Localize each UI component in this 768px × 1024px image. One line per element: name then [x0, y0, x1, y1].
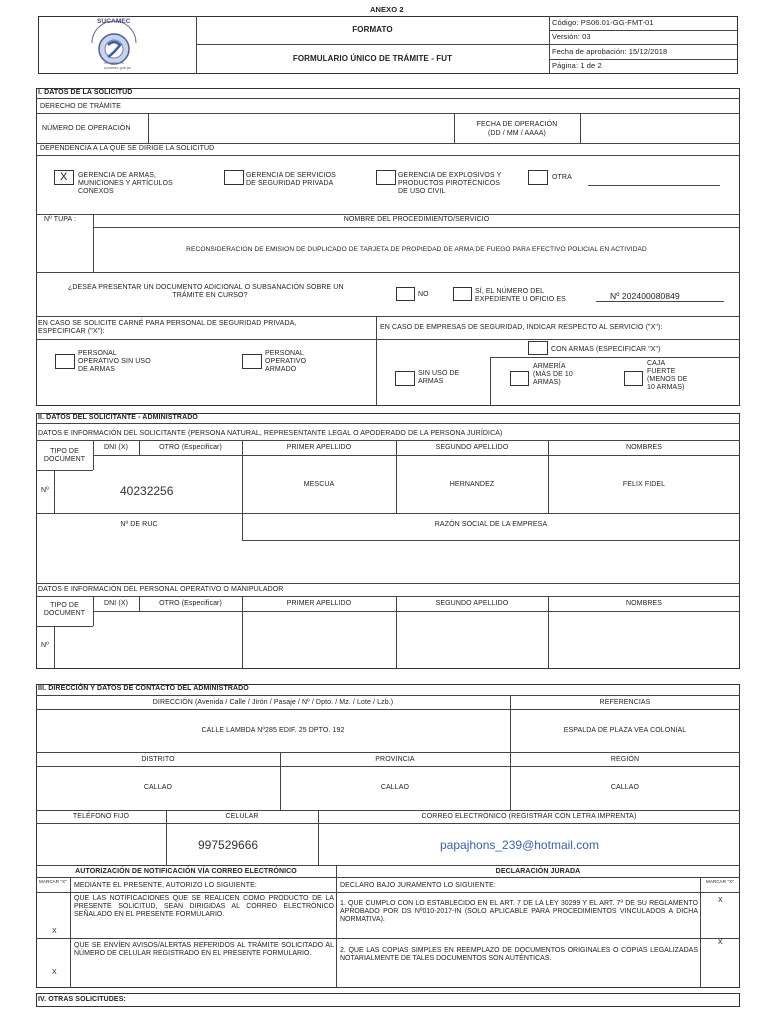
expediente-value[interactable]: Nº 202400080849	[610, 291, 680, 301]
numero-operacion-label: NÚMERO DE OPERACIÓN	[42, 125, 131, 132]
tupa-label: Nº TUPA :	[44, 216, 76, 223]
si-label-2: EXPEDIENTE U OFICIO ES	[475, 296, 566, 303]
direccion-value[interactable]: CALLE LAMBDA Nº285 EDIF. 25 DPTO. 192	[201, 727, 345, 734]
celular-label: CELULAR	[225, 813, 259, 820]
logo-subtext: sucamec.gob.pe	[104, 66, 132, 70]
personal-sin-armas-label: PERSONAL	[78, 350, 117, 357]
primer-apellido-label: PRIMER APELLIDO	[286, 444, 352, 451]
section-3-title: III. DIRECCIÓN Y DATOS DE CONTACTO DEL ADMINISTRADO	[38, 685, 249, 692]
pagina: Página: 1 de 2	[552, 61, 602, 70]
dep-exp-label: GERENCIA DE EXPLOSIVOS Y	[398, 172, 502, 179]
section-4	[36, 993, 740, 1007]
auth-item-1: QUE LAS NOTIFICACIONES QUE SE REALICEN COMO PRODUCTO DE LA PRESENTE SOLICITUD, SEAN DIRIGIDAS AL CORREO ELECTRÓNICO SEÑALADO EN EL PRESENTE FORMULARIO.	[74, 895, 334, 918]
decl-marcar-label: MARCAR "X"	[706, 879, 734, 884]
checkbox-personal-armado[interactable]	[242, 354, 262, 369]
tipo-doc-label: TIPO DE	[50, 448, 79, 455]
dep-otra-label: OTRA	[552, 174, 572, 181]
nombres-label-op: NOMBRES	[625, 600, 663, 607]
tipo-doc-label-op-2: DOCUMENT	[43, 610, 86, 617]
personal-operativo-subtitle: DATOS E INFORMACIÓN DEL PERSONAL OPERATIVO O MANIPULADOR	[38, 586, 284, 593]
fecha-aprobacion: Fecha de aprobación: 15/12/2018	[552, 47, 668, 56]
personal-sin-armas-label-3: DE ARMAS	[78, 366, 115, 373]
celular-value[interactable]: 997529666	[198, 838, 259, 852]
annex-label: ANEXO 2	[370, 5, 404, 14]
provincia-label: PROVINCIA	[375, 756, 415, 763]
armeria-label: ARMERÍA	[533, 363, 566, 370]
form-title: FORMULARIO ÚNICO DE TRÁMITE - FUT	[292, 54, 453, 63]
decl-item-2-mark[interactable]: X	[718, 939, 723, 946]
telefono-label: TELÉFONO FIJO	[72, 813, 130, 820]
personal-armado-label-3: ARMADO	[265, 366, 297, 373]
caja-fuerte-label-2: FUERTE	[647, 368, 676, 375]
logo-text: SUCAMEC	[97, 18, 131, 25]
nombres-label: NOMBRES	[625, 444, 663, 451]
section-4-title: IV. OTRAS SOLICITUDES:	[38, 996, 126, 1003]
decl-item-2: 2. QUE LAS COPIAS SIMPLES EN REEMPLAZO DE DOCUMENTOS ORIGINALES O COPIAS LEGALIZADAS NOTARIALMENTE DE TALES DOCUMENTOS SON AUTÉNTICAS.	[340, 947, 698, 962]
checkbox-gerencia-explosivos[interactable]	[376, 170, 396, 185]
checkbox-gerencia-armas-mark: X	[60, 171, 68, 183]
version: Versión: 03	[552, 32, 591, 41]
si-label: SÍ, EL NÚMERO DEL	[475, 288, 545, 295]
num-label: Nº	[41, 487, 49, 494]
dep-seg-label-2: DE SEGURIDAD PRIVADA	[246, 180, 334, 187]
dep-exp-label-2: PRODUCTOS PIROTÉCNICOS	[398, 180, 501, 187]
solicitante-subtitle: DATOS E INFORMACIÓN DEL SOLICITANTE (PERSONA NATURAL, REPRESENTANTE LEGAL O APODERADO DE LA PERSONA JURÍDICA)	[38, 430, 503, 437]
checkbox-otra[interactable]	[528, 170, 548, 185]
referencias-value[interactable]: ESPALDA DE PLAZA VEA COLONIAL	[563, 727, 687, 734]
dep-seg-label: GERENCIA DE SERVICIOS	[246, 172, 336, 179]
checkbox-personal-sin-armas[interactable]	[55, 354, 75, 369]
auth-item-1-mark[interactable]: X	[52, 928, 57, 935]
nombres-value[interactable]: FELIX FIDEL	[622, 481, 666, 488]
decl-declaro-label: DECLARO BAJO JURAMENTO LO SIGUIENTE:	[340, 882, 496, 889]
section-2-title: II. DATOS DEL SOLICITANTE - ADMINISTRADO	[38, 414, 198, 421]
provincia-value[interactable]: CALLAO	[380, 784, 410, 791]
dependencia-label: DEPENDENCIA A LA QUE SE DIRIGE LA SOLICITUD	[40, 145, 215, 152]
empresa-servicio-label: EN CASO DE EMPRESAS DE SEGURIDAD, INDICAR RESPECTO AL SERVICIO ("X"):	[380, 324, 663, 331]
segundo-apellido-label-op: SEGUNDO APELLIDO	[435, 600, 509, 607]
num-label-op: Nº	[41, 642, 49, 649]
checkbox-caja-fuerte[interactable]	[624, 371, 643, 386]
checkbox-con-armas[interactable]	[528, 341, 548, 355]
tipo-doc-label-op: TIPO DE	[50, 602, 79, 609]
razon-social-label: RAZÓN SOCIAL DE LA EMPRESA	[434, 521, 548, 528]
caja-fuerte-label: CAJA	[647, 360, 666, 367]
otro-label-op: OTRO (Especificar)	[159, 600, 222, 607]
procedimiento-label: NOMBRE DEL PROCEDIMIENTO/SERVICIO	[343, 216, 490, 223]
autorizacion-title: AUTORIZACIÓN DE NOTIFICACIÓN VÍA CORREO ELECTRÓNICO	[75, 868, 297, 875]
sin-uso-armas-label: SIN USO DE	[418, 370, 460, 377]
sin-uso-armas-label-2: ARMAS	[418, 378, 444, 385]
auth-mediante-label: MEDIANTE EL PRESENTE, AUTORIZO LO SIGUIENTE:	[74, 882, 257, 889]
caja-fuerte-label-4: 10 ARMAS)	[647, 384, 685, 391]
declaracion-title: DECLARACIÓN JURADA	[495, 868, 581, 875]
checkbox-no[interactable]	[396, 287, 415, 301]
dni-label-op: DNI (X)	[103, 600, 129, 607]
auth-item-2-mark[interactable]: X	[52, 969, 57, 976]
otra-input-line[interactable]	[588, 185, 720, 186]
armeria-label-3: ARMAS)	[533, 379, 561, 386]
decl-item-1-mark[interactable]: X	[718, 897, 723, 904]
no-label: NO	[418, 291, 429, 298]
personal-sin-armas-label-2: OPERATIVO SIN USO	[78, 358, 151, 365]
checkbox-si[interactable]	[453, 287, 472, 301]
dni-label: DNI (X)	[103, 444, 129, 451]
personal-armado-label-2: OPERATIVO	[265, 358, 307, 365]
dep-armas-label-3: CONEXOS	[78, 188, 114, 195]
distrito-value[interactable]: CALLAO	[143, 784, 173, 791]
ruc-label: Nº DE RUC	[120, 521, 158, 528]
carne-label-2: ESPECIFICAR ("X"):	[38, 328, 105, 335]
caja-fuerte-label-3: (MENOS DE	[647, 376, 688, 383]
fecha-operacion-label: FECHA DE OPERACIÓN	[476, 121, 558, 128]
carne-label: EN CASO SE SOLICITE CARNÉ PARA PERSONAL DE SEGURIDAD PRIVADA,	[38, 320, 297, 327]
checkbox-gerencia-seguridad[interactable]	[224, 170, 244, 185]
checkbox-armeria[interactable]	[510, 371, 529, 386]
referencias-label: REFERENCIAS	[599, 699, 651, 706]
dni-value[interactable]: 40232256	[120, 484, 174, 498]
dep-exp-label-3: DE USO CIVIL	[398, 188, 446, 195]
documento-adicional-question-2: TRÁMITE EN CURSO?	[172, 292, 248, 299]
fecha-operacion-format: (DD / MM / AAAA)	[488, 130, 546, 137]
auth-marcar-label: MARCAR "X"	[39, 879, 67, 884]
region-value[interactable]: CALLAO	[610, 784, 640, 791]
region-label: REGIÓN	[610, 756, 640, 763]
correo-label: CORREO ELECTRÓNICO (REGISTRAR CON LETRA IMPRENTA)	[421, 813, 637, 820]
procedimiento-value[interactable]: RECONSIDERACION DE EMISION DE DUPLICADO DE TARJETA DE PROPIEDAD DE ARMA DE FUEGO PARA EFECTIVO POLICIAL EN ACTIVIDAD	[186, 246, 647, 253]
sucamec-logo	[84, 17, 144, 73]
correo-value[interactable]: papajhons_239@hotmail.com	[440, 838, 599, 852]
codigo: Código: PS06.01-GG-FMT-01	[552, 18, 654, 27]
fecha-operacion-field[interactable]	[582, 115, 738, 141]
numero-operacion-field[interactable]	[150, 115, 452, 141]
personal-armado-label: PERSONAL	[265, 350, 304, 357]
armeria-label-2: (MÁS DE 10	[533, 371, 573, 378]
decl-item-1: 1. QUE CUMPLO CON LO ESTABLECIDO EN EL ART. 7 DE LA LEY 30299 Y EL ART. 7º DE SU REGLAMENTO APROBADO POR DS Nº010-2017-IN (SOLO APLICABLE PARA PROCEDIMIENTOS VINCULADOS A DICHA NORMATIVA).	[340, 900, 698, 923]
auth-item-2: QUE SE ENVÍEN AVISOS/ALERTAS REFERIDOS AL TRÁMITE SOLICITADO AL NÚMERO DE CELULAR REGISTRADO EN EL PRESENTE FORMULARIO.	[74, 942, 334, 957]
formato-label: FORMATO	[352, 25, 393, 34]
distrito-label: DISTRITO	[141, 756, 175, 763]
dep-armas-label: GERENCIA DE ARMAS,	[78, 172, 157, 179]
segundo-apellido-label: SEGUNDO APELLIDO	[435, 444, 509, 451]
con-armas-label: CON ARMAS (ESPECIFICAR "X")	[551, 346, 661, 353]
primer-apellido-label-op: PRIMER APELLIDO	[286, 600, 352, 607]
section-1-title: I. DATOS DE LA SOLICITUD	[38, 89, 133, 96]
primer-apellido-value[interactable]: MESCUA	[303, 481, 335, 488]
segundo-apellido-value[interactable]: HERNANDEZ	[449, 481, 495, 488]
derecho-tramite: DERECHO DE TRÁMITE	[40, 103, 122, 110]
otro-label: OTRO (Especificar)	[159, 444, 222, 451]
direccion-label: DIRECCIÓN (Avenida / Calle / Jirón / Pasaje / Nº / Dpto. / Mz. / Lote / Lzb.)	[152, 699, 394, 706]
dep-armas-label-2: MUNICIONES Y ARTÍCULOS	[78, 180, 173, 187]
checkbox-sin-uso-armas[interactable]	[395, 371, 415, 386]
documento-adicional-question: ¿DESEA PRESENTAR UN DOCUMENTO ADICIONAL O SUBSANACIÓN SOBRE UN	[68, 284, 344, 291]
tipo-doc-label-2: DOCUMENT	[43, 456, 86, 463]
